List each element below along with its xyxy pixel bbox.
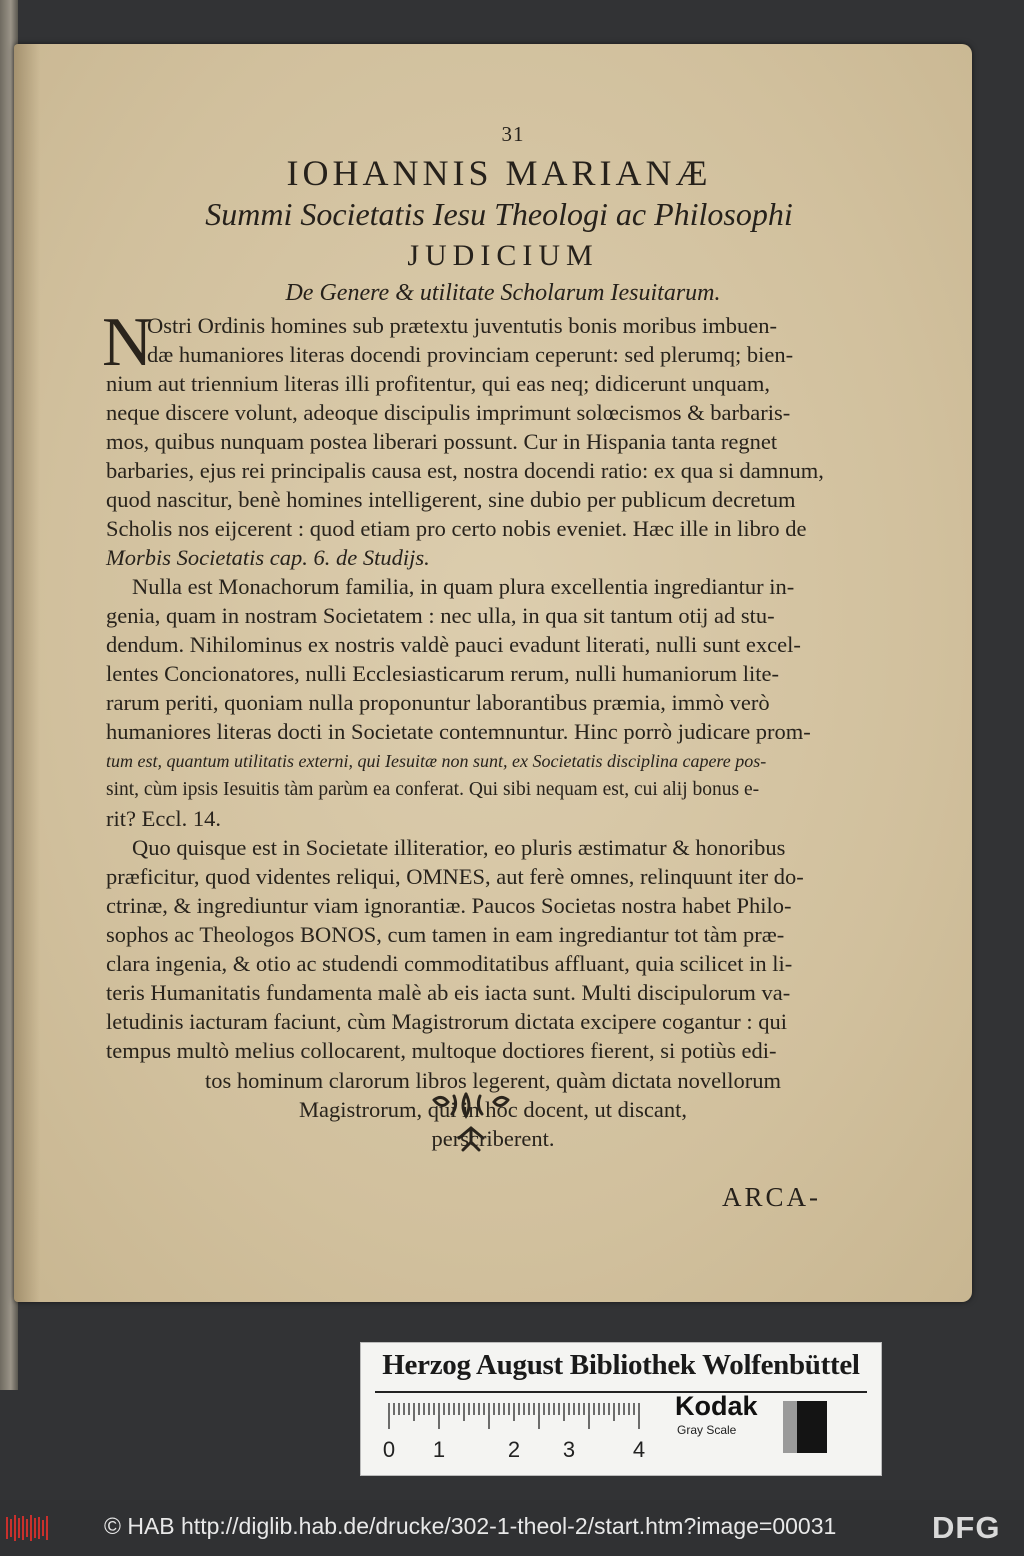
body-line: tempus multò melius collocarent, multoque doctiores fierent, si potiùs edi- xyxy=(106,1038,777,1063)
judicium-heading: JUDICIUM xyxy=(407,239,599,272)
body-line: tum est, quantum utilitatis externi, qui Iesuitæ non sunt, ex Societatis disciplina capere pos- xyxy=(106,751,767,771)
body-line: præficitur, quod videntes reliqui, OMNES, aut ferè omnes, relinquunt iter do- xyxy=(106,864,804,889)
viewer-footer xyxy=(0,1500,1024,1556)
page-title: IOHANNIS MARIANÆ xyxy=(286,153,712,193)
gray-scale-patches xyxy=(783,1401,827,1453)
drop-cap: N xyxy=(102,304,153,381)
body-line: genia, quam in nostram Societatem : nec ulla, in qua sit tantum otij ad stu- xyxy=(106,603,775,628)
closing-line: perscriberent. xyxy=(431,1126,555,1151)
body-line: Ostri Ordinis homines sub prætextu juventutis bonis moribus imbuen- xyxy=(147,313,777,338)
scale-number: 4 xyxy=(632,1437,646,1462)
book-page xyxy=(14,44,972,1302)
body-line: Nulla est Monachorum familia, in quam plura excellentia ingrediantur in- xyxy=(132,574,795,599)
body-line: Scholis nos eijcerent : quod etiam pro certo nobis eveniet. Hæc ille in libro de xyxy=(106,516,807,541)
catchword: ARCA- xyxy=(722,1182,822,1212)
body-line: barbaries, ejus rei principalis causa est, nostra docendi ratio: ex qua si damnum, xyxy=(106,458,824,483)
page-subtitle: Summi Societatis Iesu Theologi ac Philosophi xyxy=(205,196,793,232)
body-line: letudinis iacturam faciunt, cùm Magistrorum dictata excipere cogantur : qui xyxy=(106,1009,788,1034)
body-line: nium aut triennium literas illi profitentur, qui eas neq; didicerunt unquam, xyxy=(106,371,770,396)
kodak-logo: Kodak xyxy=(675,1391,758,1421)
body-line: mos, quibus nunquam postea liberari possunt. Cur in Hispania tanta regnet xyxy=(106,429,778,454)
closing-line: tos hominum clarorum libros legerent, quàm dictata novellorum xyxy=(204,1068,782,1093)
kodak-subtitle: Gray Scale xyxy=(677,1423,737,1437)
page-number: 31 xyxy=(501,122,525,146)
body-line: quod nascitur, benè homines intelligerent, sine dubio per publicum decretum xyxy=(106,487,796,512)
body-line: humaniores literas docti in Societate contemnuntur. Hinc porrò judicare prom- xyxy=(106,719,811,744)
body-line: clara ingenia, & otio ac studendi commoditatibus affluant, quia scilicet in li- xyxy=(106,951,793,976)
ruler-scale xyxy=(373,1399,673,1469)
body-line: lentes Concionatores, nulli Ecclesiasticarum rerum, nulli humaniorum lite- xyxy=(106,661,779,686)
body-line: Morbis Societatis cap. 6. de Studijs. xyxy=(106,545,430,570)
body-line: rarum periti, quoniam nulla proponuntur laborantibus præmia, immò verò xyxy=(106,690,770,715)
card-divider xyxy=(375,1391,867,1393)
scale-number: 1 xyxy=(432,1437,446,1462)
dfg-logo: DFG xyxy=(932,1510,1001,1545)
closing-line: Magistrorum, qui in hoc docent, ut discant, xyxy=(298,1097,688,1122)
scale-number: 2 xyxy=(507,1437,521,1462)
body-line: rit? Eccl. 14. xyxy=(106,806,221,831)
body-line: dendum. Nihilominus ex nostris valdè pauci evadunt literati, nulli sunt excel- xyxy=(106,632,801,657)
body-line: sophos ac Theologos BONOS, cum tamen in eam ingrediantur tot tàm præ- xyxy=(106,922,785,947)
footer-copyright-url[interactable]: © HAB http://diglib.hab.de/drucke/302-1-theol-2/start.htm?image=00031 xyxy=(104,1513,837,1539)
body-line: sint, cùm ipsis Iesuitis tàm parùm ea conferat. Qui sibi nequam est, cui alij bonus e- xyxy=(106,779,760,800)
body-line: teris Humanitatis fundamenta malè ab eis iacta sunt. Multi discipulorum va- xyxy=(106,980,791,1005)
hab-barcode-logo-icon xyxy=(6,1515,48,1541)
section-title: De Genere & utilitate Scholarum Iesuitarum. xyxy=(285,280,721,306)
scale-number: 3 xyxy=(562,1437,576,1462)
library-color-card xyxy=(360,1342,882,1476)
scale-number: 0 xyxy=(382,1437,396,1462)
printer-ornament-icon xyxy=(426,1092,516,1162)
body-line: Quo quisque est in Societate illiteratior, eo pluris æstimatur & honoribus xyxy=(132,835,786,860)
body-line: neque discere volunt, adeoque discipulis imprimunt solœcismos & barbaris- xyxy=(106,400,791,425)
body-line: ctrinæ, & ingrediuntur viam ignorantiæ. Paucos Societas nostra habet Philo- xyxy=(106,893,792,918)
body-line: dæ humaniores literas docendi provinciam ceperunt: sed plerumq; bien- xyxy=(147,342,794,367)
library-name: Herzog August Bibliothek Wolfenbüttel xyxy=(382,1349,860,1381)
